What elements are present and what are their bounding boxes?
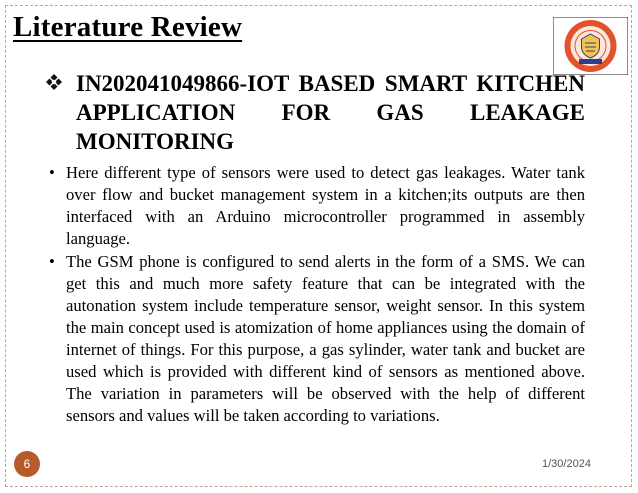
patent-heading [44,69,585,156]
diamond-bullet-icon [44,69,64,98]
list-item [44,251,585,427]
list-item [44,162,585,250]
bullet-marker: • [49,252,55,271]
bullet-text: Here different type of sensors were used to detect gas leakages. Water tank over flow and bucket management system in a kitchen;its outputs are then interfaced with an Arduino microcontroller programmed in assembly language. [66,163,585,248]
slide-date: 1/30/2024 [542,458,591,470]
bullet-list [44,162,585,428]
college-emblem-icon [553,17,628,75]
patent-title: IN202041049866-IOT BASED SMART KITCHEN APPLICATION FOR GAS LEAKAGE MONITORING [76,71,585,154]
bullet-text: The GSM phone is configured to send alerts in the form of a SMS. We can get this and much more safety feature that can be integrated with the autonation system include temperature sensor, weight sensor. In this system the main concept used is atomization of home appliances using the domain of internet of things. For this purpose, a gas sylinder, water tank and bucket are used which is provided with different kind of sensors as mentioned above. The variation in parameters will be observed with the help of different sensors and values will be taken according to variations. [66,252,585,425]
slide-title: Literature Review [13,11,243,43]
bullet-marker: • [49,163,55,182]
page-number-badge: 6 [14,451,40,477]
